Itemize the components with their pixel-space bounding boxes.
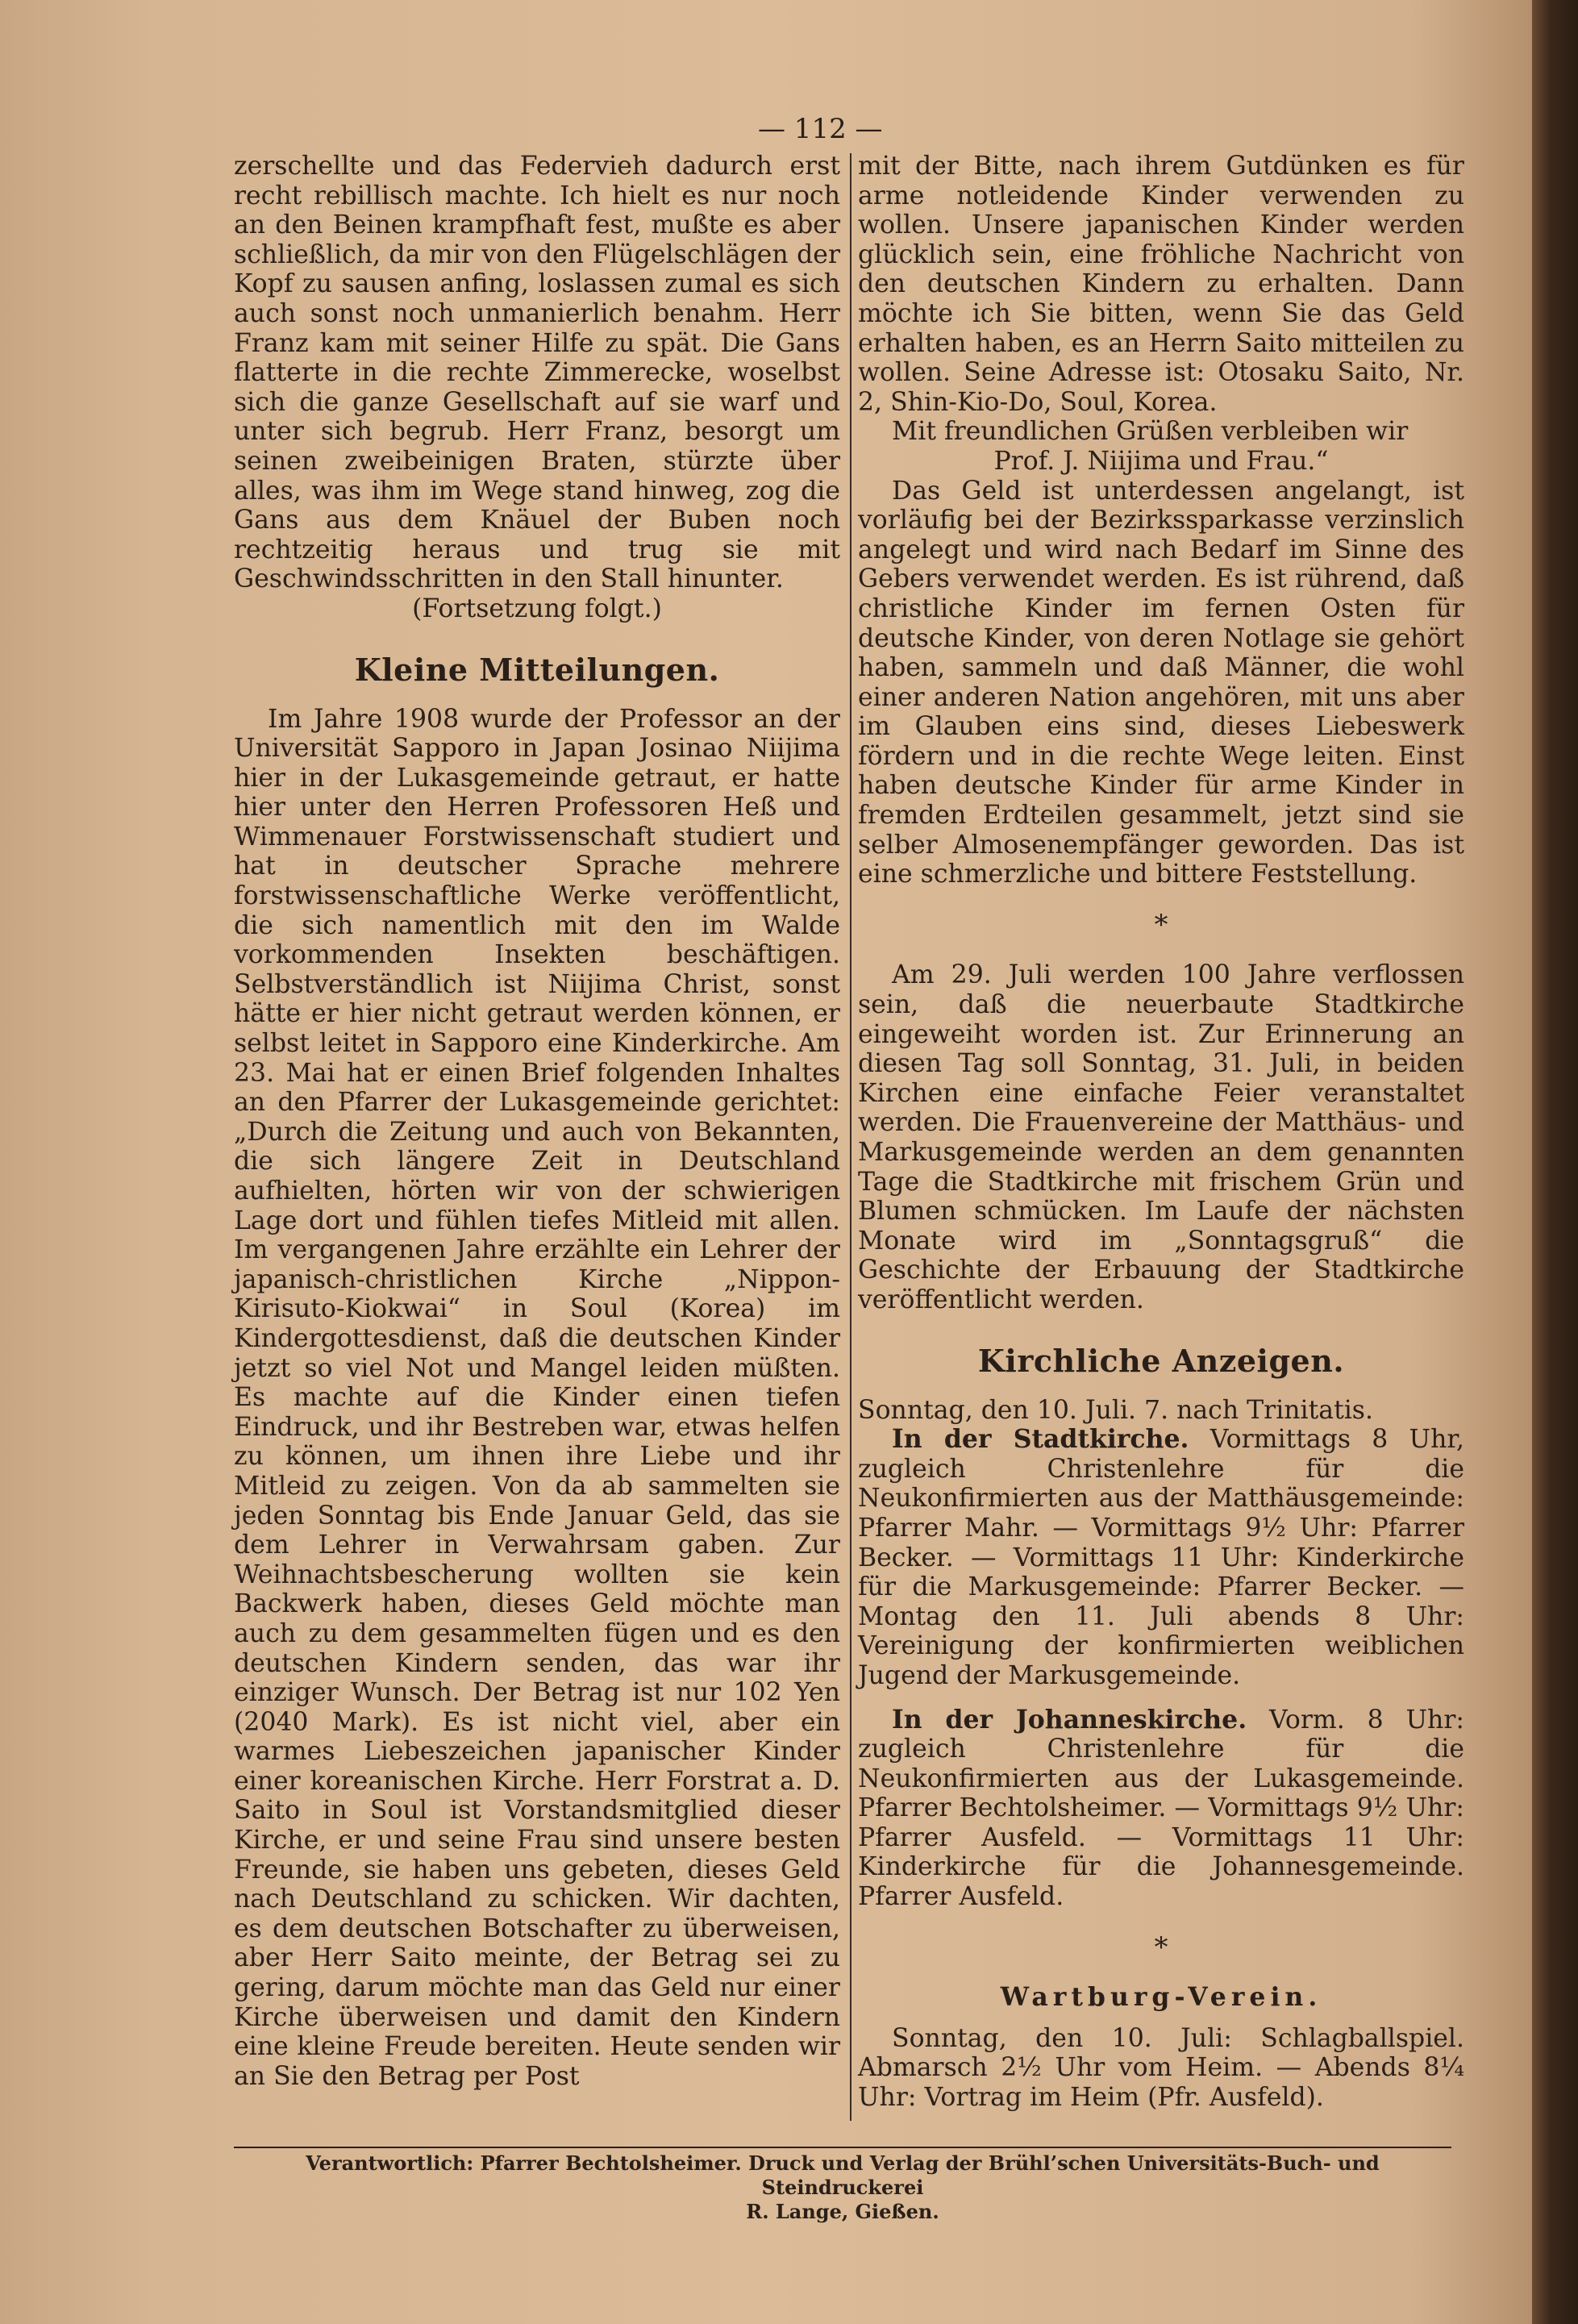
continuation-note: (Fortsetzung folgt.): [412, 593, 662, 623]
sunday-line: Sonntag, den 10. Juli. 7. nach Trinitatis.: [858, 1395, 1373, 1425]
section-heading-kirchliche-anzeigen: Kirchliche Anzeigen.: [977, 1342, 1345, 1379]
section-heading-kleine-mitteilungen: Kleine Mitteilungen.: [354, 651, 720, 688]
page-number: — 112 —: [758, 113, 883, 145]
story-continuation: zerschellte und das Federvieh dadurch erst recht rebillisch machte. Ich hielt es nur noch an den Beinen krampfhaft fest, mußte es aber schließlich, da mir von den Flügelschlägen der Kopf zu sausen anfing, loslassen zumal es sich auch sonst noch unmanierlich benahm. Herr Franz kam mit seiner Hilfe zu spät. Die Gans flatterte in die rechte Zimmerecke, woselbst sich die ganze Gesellschaft auf sie warf und unter sich begrub. Herr Franz, besorgt um seinen zweibeinigen Braten, stürzte über alles, was ihm im Wege stand hinweg, zog die Gans aus dem Knäuel der Buben noch rechtzeitig heraus und trug sie mit Geschwindsschritten in den Stall hinunter.: [234, 152, 840, 594]
separator-star-2: *: [1154, 1930, 1168, 1964]
imprint-line-1: Verantwortlich: Pfarrer Bechtolsheimer. Druck und Verlag der Brühl’schen Universitäts-Buch- und Steindruckerei: [306, 2151, 1380, 2199]
imprint-line-2: R. Lange, Gießen.: [746, 2200, 939, 2223]
money-note: Das Geld ist unterdessen angelangt, ist vorläufig bei der Bezirkssparkasse verzinslich angelegt und wird nach Bedarf im Sinne des Gebers verwendet werden. Es ist rührend, daß christliche Kinder im fernen Osten für deutsche Kinder, von deren Notlage sie gehört haben, sammeln und daß Männer, die wohl einer anderen Nation angehören, mit uns aber im Glauben eins sind, dieses Liebeswerk fördern und in die rechte Wege leiten. Einst haben deutsche Kinder für arme Kinder in fremden Erdteilen gesammelt, jetzt sind sie selber Almosenempfänger geworden. Das ist eine schmerzliche und bittere Feststellung.: [858, 476, 1464, 889]
imprint-footer: [234, 2151, 1451, 2224]
right-column: [858, 152, 1464, 2113]
letter-signature: Prof. J. Niijima und Frau.“: [993, 446, 1329, 476]
column-divider: [850, 153, 851, 2121]
stadtkirche-text: Vormittags 8 Uhr, zugleich Christenlehre für die Neukonfirmierten aus der Matthäusgemeinde: Pfarrer Mahr. — Vormittags 9½ Uhr: Pfarrer Becker. — Vormittags 11 Uhr: Kinderkirche für die Markusgemeinde: Pfarrer Becker. — Montag den 11. Juli abends 8 Uhr: Vereinigung der konfirmierten weiblichen Jugend der Markusgemeinde.: [858, 1425, 1464, 1690]
johannes-label: In der Johanneskirche.: [892, 1704, 1247, 1735]
johannes-text: Vorm. 8 Uhr: zugleich Christenlehre für die Neukonfirmierten aus der Lukasgemeinde. Pfarrer Bechtolsheimer. — Vormittags 9½ Uhr: Pfarrer Ausfeld. — Vormittags 11 Uhr: Kinderkirche für die Johannesgemeinde. Pfarrer Ausfeld.: [858, 1705, 1464, 1912]
separator-star: *: [1154, 908, 1168, 941]
article-niijima: Im Jahre 1908 wurde der Professor an der Universität Sapporo in Japan Josinao Niijima hier in der Lukasgemeinde getraut, er hatte hier unter den Herren Professoren Heß und Wimmenauer Forstwissenschaft studiert und hat in deutscher Sprache mehrere forstwissenschaftliche Werke veröffentlicht, die sich namentlich mit den im Walde vorkommenden Insekten beschäftigen. Selbstverständlich ist Niijima Christ, sonst hätte er hier nicht getraut werden können, er selbst leitet in Sapporo eine Kinderkirche. Am 23. Mai hat er einen Brief folgenden Inhaltes an den Pfarrer der Lukasgemeinde gerichtet: „Durch die Zeitung und auch von Bekannten, die sich längere Zeit in Deutschland aufhielten, hörten wir von der schwierigen Lage dort und fühlen tiefes Mitleid mit allen. Im vergangenen Jahre erzählte ein Lehrer der japanisch-christlichen Kirche „Nippon-Kirisuto-Kiokwai“ in Soul (Korea) im Kindergottesdienst, daß die deutschen Kinder jetzt so viel Not und Mangel leiden müßten. Es machte auf die Kinder einen tiefen Eindruck, und ihr Bestreben war, etwas helfen zu können, um ihnen ihre Liebe und ihr Mitleid zu zeigen. Von da ab sammelten sie jeden Sonntag bis Ende Januar Geld, das sie dem Lehrer in Verwahrsam gaben. Zur Weihnachtsbescherung wollten sie kein Backwerk haben, dieses Geld möchte man auch zu dem gesammelten fügen und es den deutschen Kindern senden, das war ihr einziger Wunsch. Der Betrag ist nur 102 Yen (2040 Mark). Es ist nicht viel, aber ein warmes Liebeszeichen japanischer Kinder einer koreanischen Kirche. Herr Forstrat a. D. Saito in Soul ist Vorstandsmitglied dieser Kirche, er und seine Frau sind unsere besten Freunde, sie haben uns gebeten, dieses Geld nach Deutschland zu schicken. Wir dachten, es dem deutschen Botschafter zu überweisen, aber Herr Saito meinte, der Betrag sei zu gering, darum möchte man das Geld nur einer Kirche überweisen und damit den Kindern eine kleine Freude bereiten. Heute senden wir an Sie den Betrag per Post: [234, 704, 840, 2091]
stadtkirche-entry: [858, 1425, 1464, 1690]
left-column: [234, 152, 840, 2091]
wartburg-text: Sonntag, den 10. Juli: Schlagballspiel. Abmarsch 2½ Uhr vom Heim. — Abends 8¼ Uhr: Vortrag im Heim (Pfr. Ausfeld).: [858, 2023, 1464, 2113]
anniversary-note: Am 29. Juli werden 100 Jahre verflossen sein, daß die neuerbaute Stadtkirche eingeweiht worden ist. Zur Erinnerung an diesen Tag soll Sonntag, 31. Juli, in beiden Kirchen eine einfache Feier veranstaltet werden. Die Frauenvereine der Matthäus- und Markusgemeinde werden an dem genannten Tage die Stadtkirche mit frischem Grün und Blumen schmücken. Im Laufe der nächsten Monate wird im „Sonntagsgruß“ die Geschichte der Erbauung der Stadtkirche veröffentlicht werden.: [858, 960, 1464, 1314]
letter-greeting: Mit freundlichen Grüßen verbleiben wir: [892, 417, 1409, 447]
letter-continuation: mit der Bitte, nach ihrem Gutdünken es für arme notleidende Kinder verwenden zu wollen. Unsere japanischen Kinder werden glücklich sein, eine fröhliche Nachricht von den deutschen Kindern zu erhalten. Dann möchte ich Sie bitten, wenn Sie das Geld erhalten haben, es an Herrn Saito mitteilen zu wollen. Seine Adresse ist: Otosaku Saito, Nr. 2, Shin-Kio-Do, Soul, Korea.: [858, 152, 1464, 417]
johannes-entry: [858, 1706, 1464, 1912]
wartburg-heading: Wartburg-Verein.: [1000, 1982, 1322, 2013]
stadtkirche-label: In der Stadtkirche.: [892, 1424, 1189, 1455]
footer-rule: [234, 2147, 1451, 2148]
book-spine: [1532, 0, 1578, 2324]
